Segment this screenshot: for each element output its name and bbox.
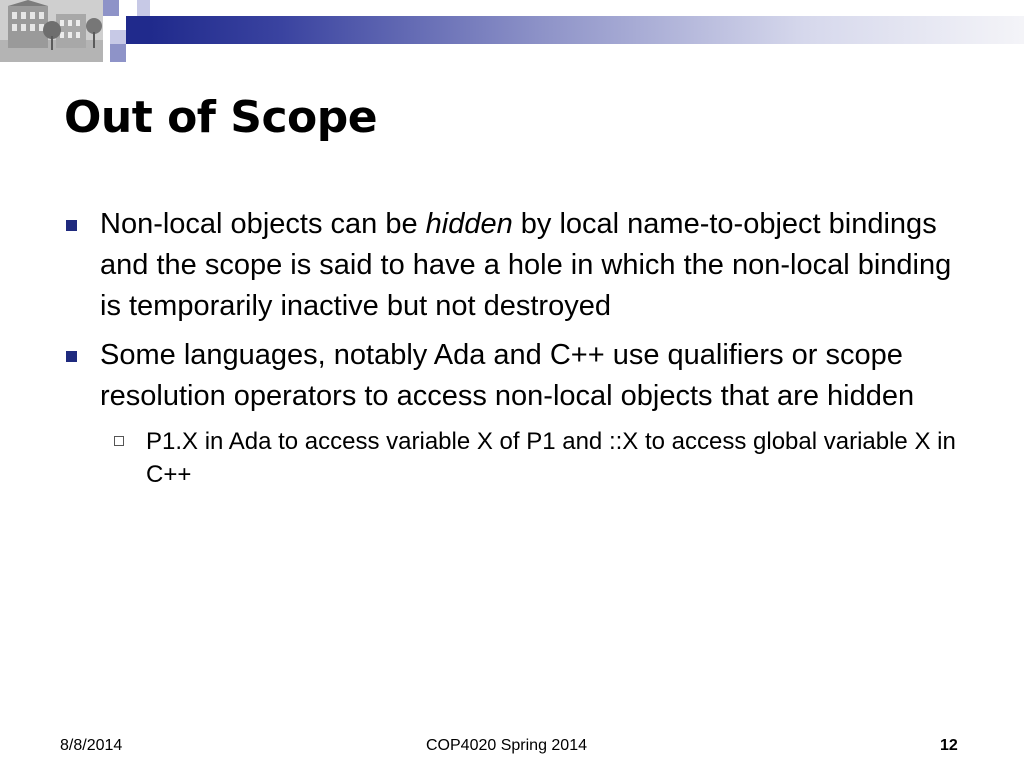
accent-square [110, 30, 126, 44]
square-bullet-icon [66, 220, 77, 231]
footer-course: COP4020 Spring 2014 [426, 737, 587, 754]
bullet-qualifiers [62, 335, 962, 417]
slide-content [62, 204, 962, 491]
header-band [0, 0, 1024, 62]
accent-square [137, 0, 150, 16]
accent-square [103, 0, 119, 16]
bullet-text: Some languages, notably Ada and C++ use qualifiers or scope resolution operators to access non-local objects that are hidden [100, 339, 915, 412]
bullet-emphasis: hidden [425, 208, 513, 240]
slide-title: Out of Scope [64, 92, 378, 143]
campus-building-photo [0, 0, 103, 62]
footer-page-number: 12 [940, 737, 958, 754]
bullet-hidden-bindings [62, 204, 962, 327]
footer-date: 8/8/2014 [60, 737, 123, 754]
header-gradient-bar [150, 16, 1024, 44]
bullet-text: by local name-to-object bindings and the scope is said to have a hole in which the non-local binding is temporarily inactive but not destroyed [100, 208, 952, 322]
bullet-text: Non-local objects can be [100, 208, 426, 240]
hollow-square-bullet-icon [114, 436, 124, 446]
sub-bullet-example [62, 425, 962, 491]
square-bullet-icon [66, 351, 77, 362]
accent-square [126, 16, 150, 44]
sub-bullet-text: P1.X in Ada to access variable X of P1 and ::X to access global variable X in C++ [146, 428, 956, 488]
accent-square [110, 44, 126, 62]
